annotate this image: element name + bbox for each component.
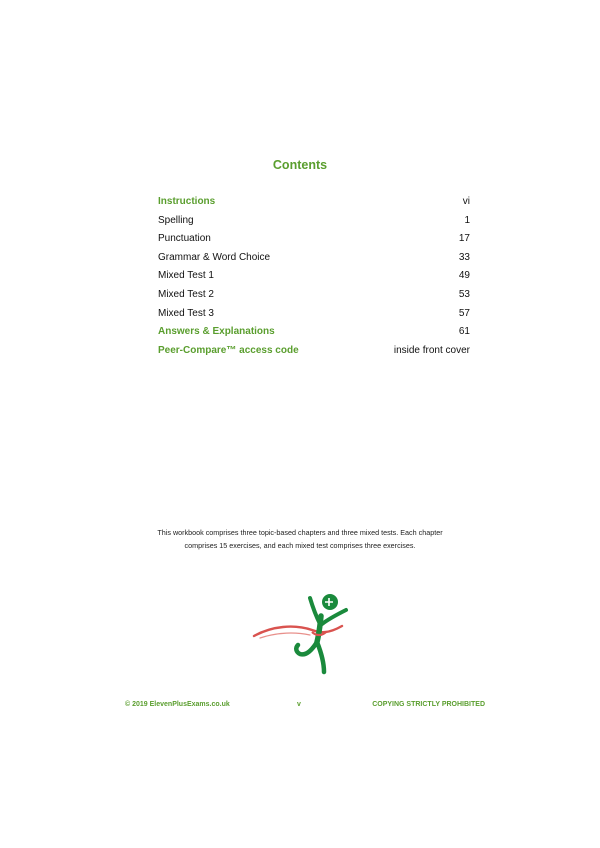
toc-row-peer-compare[interactable]	[158, 342, 470, 361]
footer-notice: COPYING STRICTLY PROHIBITED	[372, 701, 485, 708]
toc-row-answers[interactable]	[158, 323, 470, 342]
toc-label: Punctuation	[158, 233, 211, 245]
contents-title: Contents	[272, 158, 328, 172]
toc-row-instructions[interactable]	[158, 193, 470, 212]
toc-label: Instructions	[158, 196, 216, 207]
toc-row-mixed-test-2[interactable]	[158, 286, 470, 305]
toc-page-number: 1	[464, 214, 470, 226]
toc-label: Grammar & Word Choice	[158, 251, 271, 263]
workbook-note	[0, 527, 600, 552]
toc-page-number: 53	[458, 288, 470, 300]
toc-page-number: 17	[458, 233, 470, 245]
note-line-1: This workbook comprises three topic-based chapters and three mixed tests. Each chapter	[157, 528, 443, 537]
note-line-2: comprises 15 exercises, and each mixed test comprises three exercises.	[184, 540, 416, 550]
toc-label: Mixed Test 1	[158, 270, 214, 282]
toc-page-number: vi	[462, 196, 470, 207]
toc-label: Peer-Compare™ access code	[158, 344, 299, 356]
toc-row-spelling[interactable]	[158, 212, 470, 231]
footer-copyright: © 2019 ElevenPlusExams.co.uk	[125, 701, 230, 708]
toc-label: Mixed Test 3	[158, 307, 214, 319]
toc-label: Spelling	[158, 214, 194, 226]
toc-page-number: 49	[458, 270, 470, 282]
toc-row-mixed-test-1[interactable]	[158, 267, 470, 286]
toc-page-number: inside front cover	[393, 344, 470, 356]
footer-page-number: v	[297, 701, 301, 708]
toc-page-number: 57	[458, 307, 470, 319]
page-footer	[125, 701, 485, 713]
toc-row-grammar[interactable]	[158, 249, 470, 268]
toc-label: Answers & Explanations	[158, 326, 275, 338]
table-of-contents	[158, 193, 470, 360]
toc-row-punctuation[interactable]	[158, 230, 470, 249]
toc-row-mixed-test-3[interactable]	[158, 305, 470, 324]
toc-page-number: 61	[458, 326, 470, 338]
toc-page-number: 33	[458, 251, 470, 263]
running-figure-logo-icon	[250, 588, 360, 678]
toc-label: Mixed Test 2	[158, 288, 214, 300]
